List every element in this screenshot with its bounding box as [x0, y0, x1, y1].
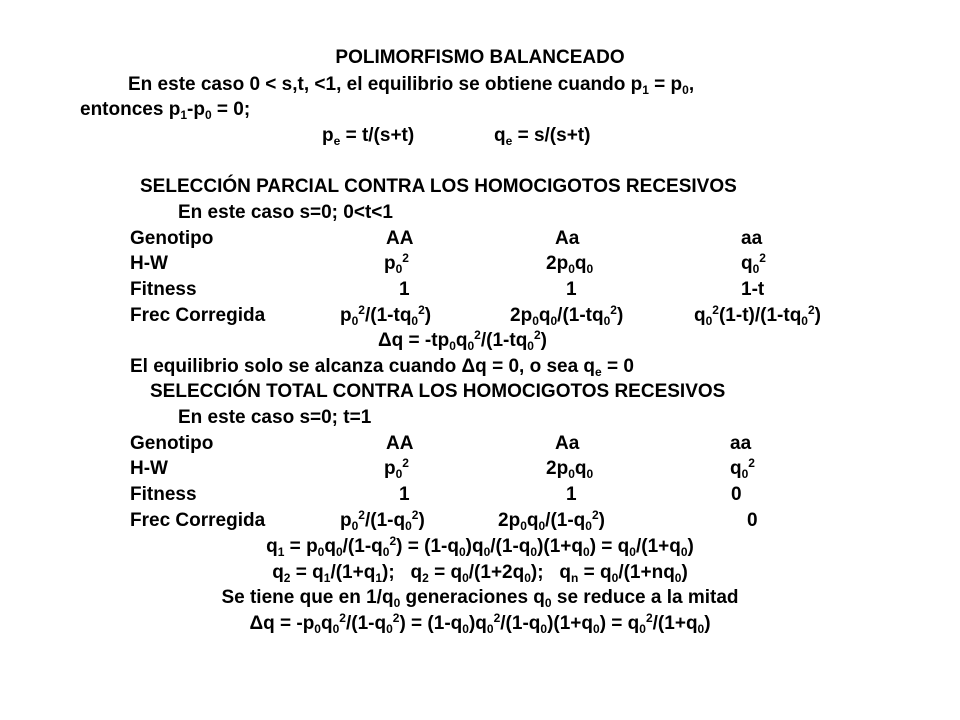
hw-label: H-W: [130, 253, 168, 274]
pe-formula: $p_e = t/(s+t)$: [322, 125, 415, 148]
equilibrium-note: El equilibrio solo se alcanza cuando Δq = 0, o sea $q_e = 0$: [130, 356, 634, 379]
hw-label: H-W: [130, 458, 168, 479]
fitness-Aa: 1: [566, 279, 577, 300]
frec-AA: $p_0^2/(1-q_0^2)$: [340, 508, 425, 533]
genotype-aa: aa: [730, 433, 752, 454]
half-life-note: Se tiene que en $1/q_0$ generaciones $q_0$ se reduce a la mitad: [221, 587, 739, 610]
hw-AA: $p_0^2$: [384, 251, 409, 276]
q1-formula: $q_1 = p_0q_0/(1-q_0^2) = (1-q_0)q_0/(1-q_0)(1+q_0) = q_0/(1+q_0)$: [266, 534, 694, 559]
hw-Aa: $2p_0q_0$: [546, 253, 594, 276]
frec-label: Frec Corregida: [130, 305, 266, 326]
section1-paragraph-line1: En este caso 0 < s,t, <1, el equilibrio se obtiene cuando $p_1 = p_0$,: [128, 74, 695, 97]
hw-Aa: $2p_0q_0$: [546, 458, 594, 481]
frec-label: Frec Corregida: [130, 510, 266, 531]
frec-Aa: $2p_0q_0/(1-q_0^2)$: [498, 508, 605, 533]
hw-aa: $q_0^2$: [741, 251, 766, 276]
genotype-Aa: Aa: [555, 433, 580, 454]
frec-aa: $q_0^2(1-t)/(1-tq_0^2)$: [694, 303, 821, 328]
fitness-aa: 1-t: [741, 279, 765, 300]
hw-aa: $q_0^2$: [730, 456, 755, 481]
genotipo-label: Genotipo: [130, 433, 214, 454]
fitness-label: Fitness: [130, 484, 197, 505]
section2-title: SELECCIÓN PARCIAL CONTRA LOS HOMOCIGOTOS RECESIVOS: [140, 176, 737, 197]
fitness-AA: 1: [399, 279, 410, 300]
q2-qn-formula: $q_2 = q_1/(1+q_1)$; $q_2 = q_0/(1+2q_0)$; $q_n = q_0/(1+nq_0)$: [272, 562, 688, 585]
delta-q-total: $\Delta q = -p_0q_0^2/(1-q_0^2) = (1-q_0)q_0^2/(1-q_0)(1+q_0) = q_0^2/(1+q_0)$: [249, 611, 711, 636]
hw-AA: $p_0^2$: [384, 456, 409, 481]
section3-title: SELECCIÓN TOTAL CONTRA LOS HOMOCIGOTOS RECESIVOS: [150, 381, 726, 402]
delta-q-partial: $\Delta q = -tp_0q_0^2/(1-tq_0^2)$: [378, 328, 547, 353]
fitness-AA: 1: [399, 484, 410, 505]
genotipo-label: Genotipo: [130, 228, 214, 249]
qe-formula: $q_e = s/(s+t)$: [494, 125, 591, 148]
section1-title: POLIMORFISMO BALANCEADO: [335, 47, 625, 68]
genotype-Aa: Aa: [555, 228, 580, 249]
section1-paragraph-line2: entonces $p_1-p_0 = 0$;: [80, 99, 251, 122]
frec-AA: $p_0^2/(1-tq_0^2)$: [340, 303, 432, 328]
frec-aa: 0: [747, 510, 758, 531]
fitness-label: Fitness: [130, 279, 197, 300]
genotype-AA: AA: [386, 433, 414, 454]
section3-condition: En este caso s=0; t=1: [178, 407, 372, 428]
fitness-Aa: 1: [566, 484, 577, 505]
frec-Aa: $2p_0q_0/(1-tq_0^2)$: [510, 303, 624, 328]
genotype-aa: aa: [741, 228, 763, 249]
genotype-AA: AA: [386, 228, 414, 249]
fitness-aa: 0: [731, 484, 742, 505]
section2-condition: En este caso s=0; 0<t<1: [178, 202, 393, 223]
